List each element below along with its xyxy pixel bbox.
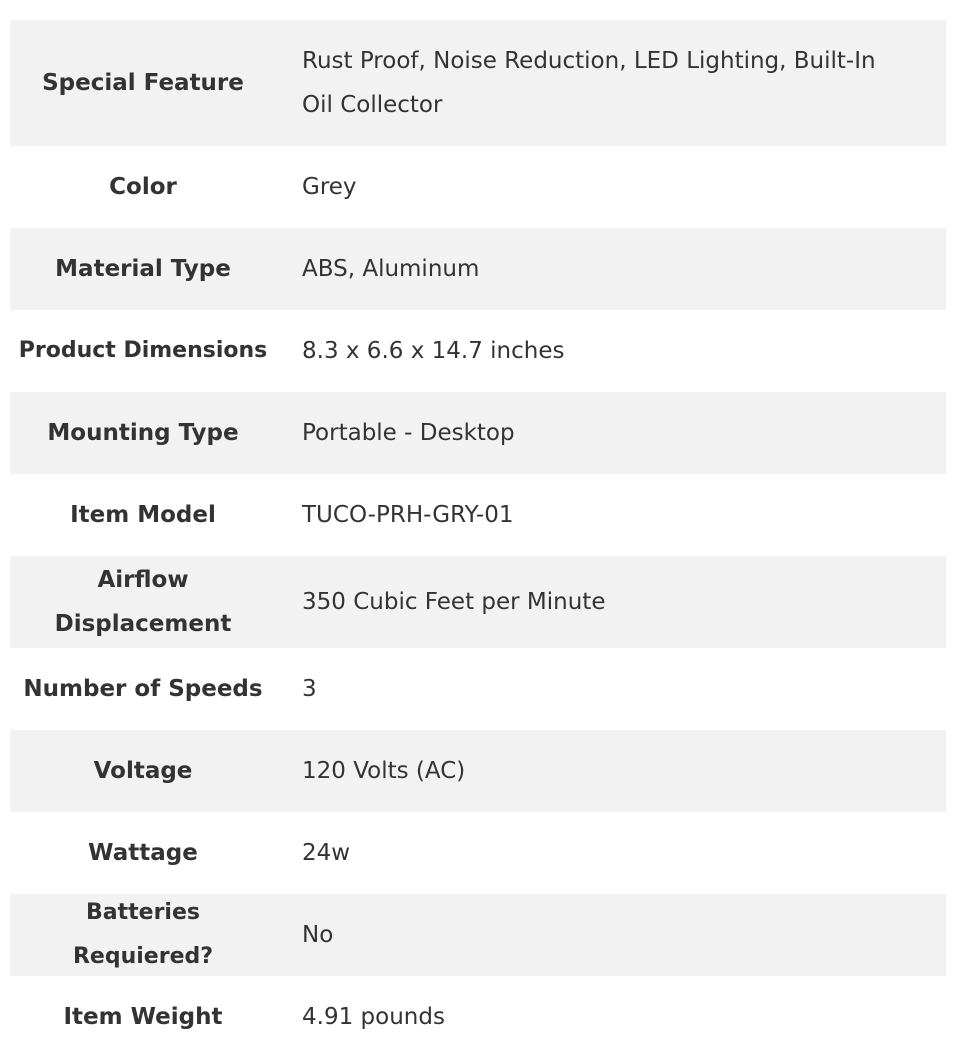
spec-label: Color xyxy=(109,174,177,200)
spec-value: ABS, Aluminum xyxy=(302,256,480,282)
spec-row-product-dimensions xyxy=(10,310,946,392)
spec-row-batteries-required xyxy=(10,894,946,976)
spec-label: Product Dimensions xyxy=(18,338,268,363)
spec-value: 4.91 pounds xyxy=(302,1004,445,1030)
spec-label: Number of Speeds xyxy=(23,676,263,702)
spec-label: Item Model xyxy=(70,502,216,528)
spec-value: 120 Volts (AC) xyxy=(302,758,466,784)
spec-value: No xyxy=(302,922,334,948)
spec-label: Voltage xyxy=(93,758,193,784)
product-specs-table xyxy=(10,20,946,1058)
spec-row-mounting-type xyxy=(10,392,946,474)
spec-row-wattage xyxy=(10,812,946,894)
spec-value: Rust Proof, Noise Reduction, LED Lighting, Built-In Oil Collector xyxy=(302,48,876,118)
spec-label: Item Weight xyxy=(63,1004,223,1030)
spec-label: Mounting Type xyxy=(47,420,239,446)
spec-row-color xyxy=(10,146,946,228)
spec-label: Material Type xyxy=(55,256,231,282)
spec-value: TUCO-PRH-GRY-01 xyxy=(302,502,514,528)
spec-label: Special Feature xyxy=(42,70,244,96)
spec-row-voltage xyxy=(10,730,946,812)
spec-value: 8.3 x 6.6 x 14.7 inches xyxy=(302,338,565,364)
spec-value: 24w xyxy=(302,840,351,866)
spec-label: Airflow Displacement xyxy=(54,567,232,637)
spec-row-item-model xyxy=(10,474,946,556)
spec-value: 3 xyxy=(302,676,317,702)
spec-row-item-weight xyxy=(10,976,946,1058)
spec-label: Batteries Requiered? xyxy=(72,900,213,969)
spec-row-number-of-speeds xyxy=(10,648,946,730)
spec-value: Portable - Desktop xyxy=(302,420,515,446)
spec-row-special-feature xyxy=(10,20,946,146)
spec-row-airflow-displacement xyxy=(10,556,946,648)
spec-value: Grey xyxy=(302,174,357,200)
spec-row-material-type xyxy=(10,228,946,310)
spec-label: Wattage xyxy=(88,840,198,866)
spec-value: 350 Cubic Feet per Minute xyxy=(302,589,606,615)
